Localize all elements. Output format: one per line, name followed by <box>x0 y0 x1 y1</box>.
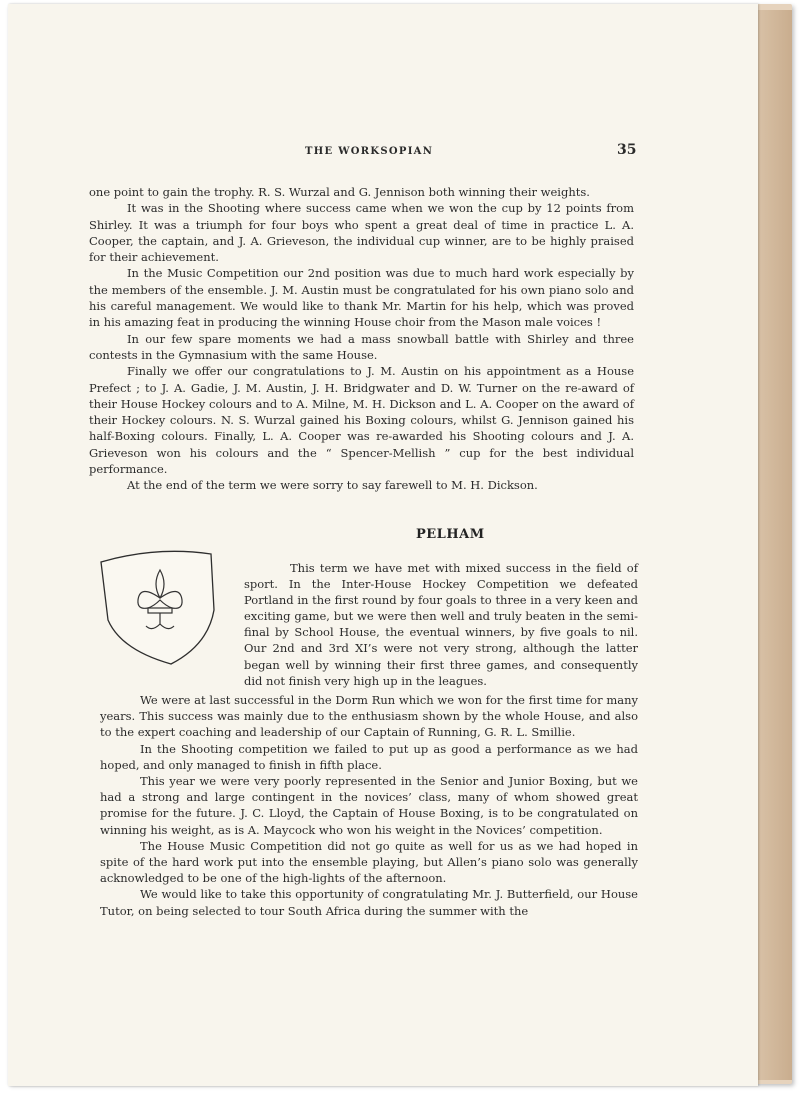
paragraph: one point to gain the trophy. R. S. Wurzal and G. Jennison both winning their weights. <box>89 185 590 199</box>
paragraph: This year we were very poorly represented in the Senior and Junior Boxing, but we had a strong and large contingent in the novices’ class, many of whom showed great promise for the future. J. C. Lloyd, the Captain of House Boxing, is to be congratulated on winning his weight, as is A. Maycock who won his weight in the Novices’ competition. <box>100 774 638 837</box>
paragraph: In the Music Competition our 2nd position was due to much hard work especially by the members of the ensemble. J. M. Austin must be congratulated for his own piano solo and his careful management. We would like to thank Mr. Martin for his help, which was proved in his amazing feat in producing the winning House choir from the Mason male voices ! <box>89 266 634 330</box>
paragraph: Finally we offer our congratulations to J. M. Austin on his appointment as a House Prefect ; to J. A. Gadie, J. M. Austin, J. H. Bridgwater and D. W. Turner on the re-award of their House Hockey colours and to A. Milne, M. H. Dickson and L. A. Cooper on the award of their Hockey colours. N. S. Wurzal gained his Boxing colours, whilst G. Jennison gained his half-Boxing colours. Finally, L. A. Cooper was re-awarded his Shooting colours and J. A. Grieveson won his colours and the “ Spencer-Mellish ” cup for the best individual performance. <box>89 364 634 477</box>
paragraph: This term we have met with mixed success in the field of sport. In the Inter-House Hockey Competition we defeated Portland in the first round by four goals to three in a very keen and exciting game, but we were then well and truly beaten in the semi-final by School House, the eventual winners, by five goals to nil. Our 2nd and 3rd XI’s were not very strong, although the latter began well by winning their first three games, and consequently did not finish very high up in the leagues. <box>244 561 638 688</box>
paragraph: We were at last successful in the Dorm Run which we won for the first time for many years. This success was mainly due to the enthusiasm shown by the whole House, and also to the expert coaching and leadership of our Captain of Running, G. R. L. Smillie. <box>100 693 638 740</box>
page-header <box>8 142 758 162</box>
paragraph: The House Music Competition did not go quite as well for us as we had hoped in spite of the hard work put into the ensemble playing, but Allen’s piano solo was generally acknowledged to be one of the high-lights of the afternoon. <box>100 838 638 886</box>
paragraph: At the end of the term we were sorry to say farewell to M. H. Dickson. <box>127 478 538 493</box>
page-number: 35 <box>617 142 637 158</box>
lower-article-text <box>100 692 638 919</box>
pelham-intro-text <box>244 560 638 689</box>
section-title: PELHAM <box>416 527 485 542</box>
paragraph: We would like to take this opportunity of congratulating Mr. J. Butterfield, our House Tutor, on being selected to tour South Africa during the summer with the <box>100 887 638 918</box>
book-page <box>8 4 758 1086</box>
paragraph: In the Shooting competition we failed to put up as good a performance as we had hoped, and only managed to finish in fifth place. <box>100 741 638 772</box>
paragraph: It was in the Shooting where success came when we won the cup by 12 points from Shirley. It was a triumph for four boys who spent a great deal of time in practice L. A. Cooper, the captain, and J. A. Grieveson, the individual cup winner, are to be highly praised for their achievement. <box>89 201 634 265</box>
upper-article-text <box>89 184 634 494</box>
book-page-edges <box>758 10 792 1080</box>
running-head: THE WORKSOPIAN <box>305 146 434 157</box>
paragraph: In our few spare moments we had a mass snowball battle with Shirley and three contests in the Gymnasium with the same House. <box>89 331 634 362</box>
fleur-de-lis-shield-icon <box>96 540 226 670</box>
